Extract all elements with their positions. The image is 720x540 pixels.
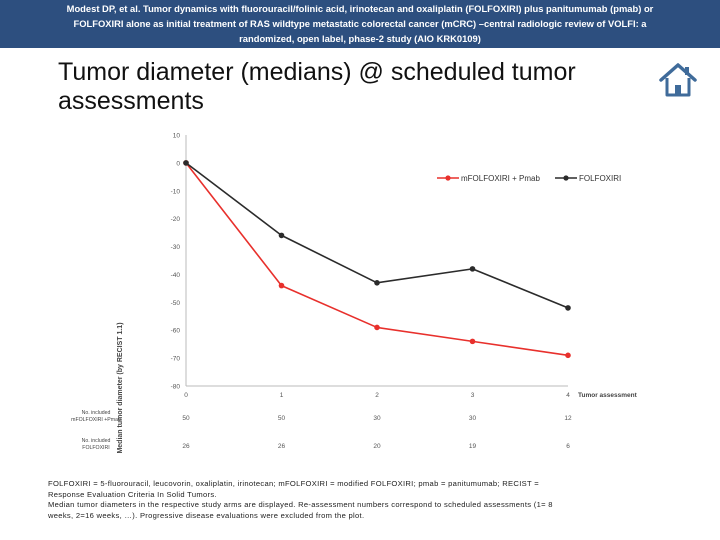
home-chimney	[685, 67, 689, 75]
legend-marker	[563, 175, 568, 180]
footnote	[48, 479, 688, 521]
y-tick-label: 0	[176, 160, 180, 168]
at-risk-count: 26	[277, 443, 286, 450]
y-axis-label: Median tumor diameter (by RECIST 1.1)	[117, 322, 124, 454]
y-tick-label: -20	[170, 216, 180, 224]
at-risk-count: 6	[566, 443, 570, 450]
y-tick-label: -50	[170, 299, 180, 307]
x-tick-label: 4	[566, 392, 570, 399]
at-risk-count: 30	[373, 415, 381, 422]
at-risk-count: 19	[468, 443, 477, 450]
home-door	[675, 85, 681, 95]
at-risk-table	[71, 410, 572, 451]
y-tick-label: -10	[170, 188, 180, 196]
at-risk-label: mFOLFOXIRI +Pmab	[71, 417, 121, 423]
x-tick-label: 1	[279, 392, 284, 399]
data-point	[374, 280, 380, 286]
data-point	[470, 266, 476, 272]
y-tick-label: -60	[170, 327, 180, 335]
y-tick-label: 10	[172, 132, 180, 140]
y-tick-label: -70	[170, 355, 180, 363]
footnote-line-1: FOLFOXIRI = 5-fluorouracil, leucovorin, oxaliplatin, irinotecan; mFOLFOXIRI = modified FOLFOXIRI; pmab = panitumumab; RECIST =	[48, 479, 539, 488]
slide-title: Tumor diameter (medians) @ scheduled tumor assessments	[58, 58, 576, 115]
home-icon[interactable]	[658, 62, 698, 98]
x-axis-label: Tumor assessment	[578, 392, 637, 399]
at-risk-count: 50	[182, 415, 190, 422]
footnote-line-2: Response Evaluation Criteria In Solid Tumors.	[48, 489, 217, 499]
data-point	[565, 353, 571, 359]
data-point	[374, 325, 380, 331]
citation-line-1: Modest DP, et al. Tumor dynamics with fluorouracil/folinic acid, irinotecan and oxaliplatin (FOLFOXIRI) plus panitumumab (pmab) or	[66, 3, 654, 14]
y-tick-label: -40	[170, 271, 180, 279]
data-point	[565, 305, 571, 311]
at-risk-count: 30	[468, 415, 477, 422]
y-tick-label: -80	[170, 383, 180, 391]
data-point	[183, 160, 189, 166]
x-tick-label: 3	[470, 392, 475, 399]
x-tick-label: 0	[184, 392, 188, 399]
legend-label: FOLFOXIRI	[579, 174, 622, 183]
y-axis	[171, 133, 186, 391]
at-risk-label: No. included	[81, 410, 111, 416]
footnote-line-4: weeks, 2=16 weeks, …). Progressive disease evaluations were excluded from the plot.	[48, 510, 365, 520]
at-risk-count: 20	[373, 443, 381, 450]
series	[183, 160, 571, 358]
at-risk-count: 12	[564, 415, 572, 422]
footnote-line-3: Median tumor diameters in the respective study arms are displayed. Re-assessment numbers correspond to scheduled assessments (1= 8	[48, 500, 553, 510]
at-risk-label: No. included	[81, 438, 111, 444]
home-roof	[661, 65, 695, 80]
data-point	[279, 283, 285, 289]
data-point	[279, 233, 285, 239]
at-risk-label: FOLFOXIRI	[82, 445, 110, 451]
data-point	[470, 339, 476, 345]
at-risk-count: 26	[182, 443, 190, 450]
x-axis	[184, 386, 570, 399]
y-tick-label: -30	[170, 244, 180, 252]
citation-line-3: randomized, open label, phase-2 study (AIO KRK0109)	[239, 33, 481, 44]
legend-label: mFOLFOXIRI + Pmab	[461, 174, 540, 183]
at-risk-count: 50	[277, 415, 286, 422]
citation-line-2: FOLFOXIRI alone as initial treatment of RAS wildtype metastatic colorectal cancer (mCRC) –central radiologic review of VOLFI: a	[73, 18, 647, 29]
citation-banner	[0, 0, 720, 48]
x-tick-label: 2	[375, 392, 379, 399]
tumor-diameter-line-chart	[0, 120, 720, 460]
legend	[437, 174, 621, 183]
legend-marker	[445, 175, 450, 180]
